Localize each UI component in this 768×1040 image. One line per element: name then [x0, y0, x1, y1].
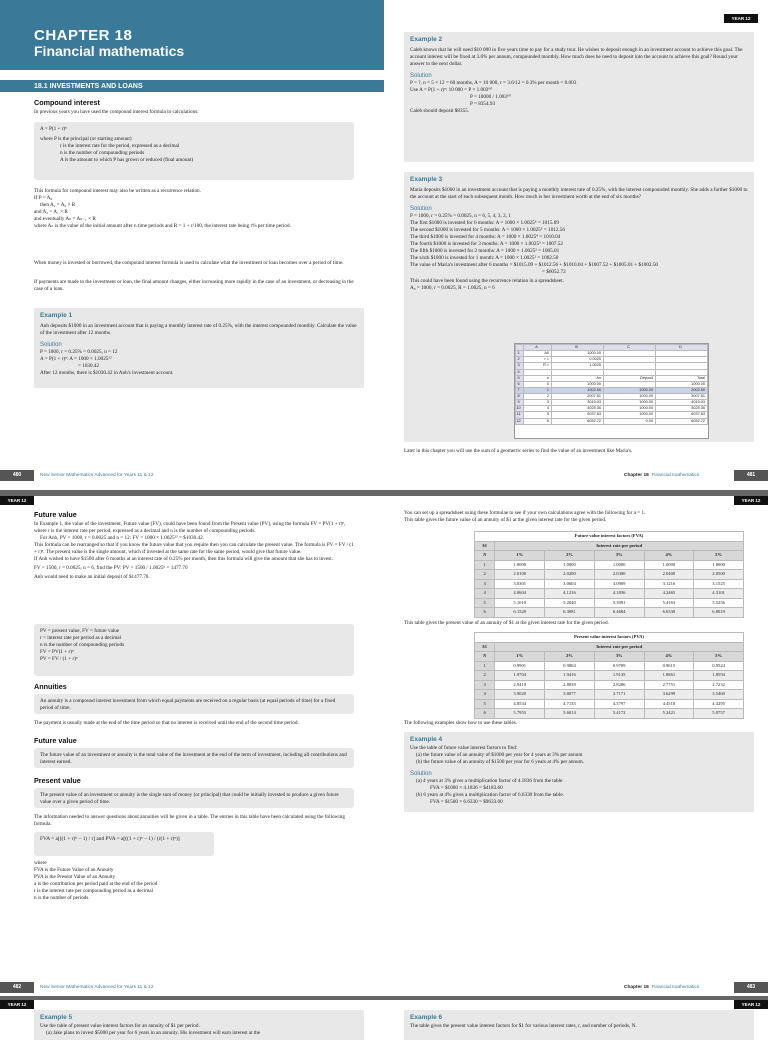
- example-4-a: (a) the future value of an annuity of $1000 per year for 4 years at 3% per annum: [416, 751, 583, 758]
- spreadsheet-cell: An: [552, 375, 604, 381]
- page-483: [384, 496, 768, 996]
- heading-present-value: Present value: [34, 776, 81, 785]
- factor-cell: 4.3101: [694, 589, 744, 599]
- spreadsheet-cell: r =: [524, 357, 552, 363]
- factor-cell: 1.8594: [694, 671, 744, 681]
- spreadsheet-cell: Total: [655, 375, 707, 381]
- factor-cell: 2.0400: [644, 570, 694, 580]
- factor-cell: 5.6014: [545, 709, 595, 719]
- col-dollar: $1: [475, 541, 495, 551]
- spreadsheet-cell: 4015.03: [655, 400, 707, 406]
- example-5-text: Use the table of present value interest factors for an annuity of $1 per period.: [40, 1022, 200, 1029]
- factor-cell: 1.0000: [545, 560, 595, 570]
- factor-cell: 2.7232: [694, 680, 744, 690]
- table-row: [475, 570, 744, 580]
- table-title-row: [475, 633, 744, 643]
- page-482: [0, 496, 384, 996]
- spreadsheet-cell: 2007.51: [552, 394, 604, 400]
- chapter-banner: [0, 0, 384, 70]
- factor-cell: 1.0000: [644, 560, 694, 570]
- spreadsheet-cell: 1000.00: [552, 381, 604, 387]
- para-loans: When money is invested or borrowed, the compound interest formula is used to calculate what the investment or loan becomes over a period of time.: [34, 260, 344, 266]
- spreadsheet-cell: 1000.00: [603, 394, 655, 400]
- spread-482-483: [0, 496, 768, 996]
- factor-cell: 5.3091: [594, 598, 644, 608]
- rate-cell: 4%: [644, 652, 694, 662]
- factor-cell: 3.0604: [545, 579, 595, 589]
- factor-cell: 4.5797: [594, 699, 644, 709]
- period-cell: 1: [475, 560, 495, 570]
- table-row: [475, 608, 744, 618]
- factor-cell: 5.1010: [495, 598, 545, 608]
- factor-cell: 2.7751: [644, 680, 694, 690]
- spreadsheet-cell: Deposit: [603, 375, 655, 381]
- pv-formula-box: [34, 624, 354, 676]
- factor-cell: 1.0000: [694, 560, 744, 570]
- footer-subtitle: Financial mathematics: [651, 985, 700, 990]
- col-n: N: [475, 652, 495, 662]
- rate-cell: 5%: [694, 652, 744, 662]
- year-tag: YEAR 12: [734, 496, 768, 505]
- period-cell: 6: [475, 709, 495, 719]
- period-cell: 2: [475, 671, 495, 681]
- page-number-480: 480: [0, 470, 34, 481]
- rate-cell: 4%: [644, 551, 694, 561]
- spreadsheet-row-header: 10: [516, 406, 524, 412]
- factor-cell: 4.1216: [545, 589, 595, 599]
- text-line: This formula can be rearranged so that if you know the future value that you require then you can calculate the present value. The formula is PV = FV / (1 + r)ⁿ. The present value is the single amount, which if invested at the same rate for the same period, would give that future value.: [34, 542, 354, 556]
- table-title-row: [475, 532, 744, 542]
- solution-line: After 12 months, there is $1030.42 in Anh's investment account.: [40, 369, 174, 376]
- spreadsheet-row-header: 8: [516, 394, 524, 400]
- spreadsheet-row-header: 12: [516, 418, 524, 424]
- text-line: then A₁ = A₀ × R: [40, 202, 76, 209]
- text-line: Anh would need to make an initial deposit of $1477.70.: [34, 574, 150, 581]
- spreadsheet-cell: 3: [524, 400, 552, 406]
- box-line: n is the number of compounding periods: [40, 642, 125, 649]
- factor-cell: 4.3295: [694, 699, 744, 709]
- period-cell: 1: [475, 661, 495, 671]
- example-5: [34, 1010, 364, 1040]
- solution-line: The third $1000 is invested for 4 months: A = 1000 × 1.0025⁴ = 1010.04: [410, 233, 561, 240]
- factor-cell: 5.0757: [694, 709, 744, 719]
- example-4-b: (b) the future value of an annuity of $1500 per year for 6 years at 4% per annum.: [416, 758, 584, 765]
- spreadsheet-col-header: B: [552, 345, 604, 351]
- spreadsheet-cell: 1000.00: [603, 387, 655, 393]
- rate-cell: 3%: [594, 652, 644, 662]
- factor-cell: 6.1520: [495, 608, 545, 618]
- heading-future-value-2: Future value: [34, 736, 77, 745]
- footer-chapter: Chapter 18: [624, 985, 649, 990]
- period-cell: 3: [475, 579, 495, 589]
- year-tag: YEAR 12: [0, 496, 34, 505]
- table-row: [475, 690, 744, 700]
- spread-484-485: [0, 1000, 768, 1036]
- annuity-formula-box: FVA = a[((1 + r)ⁿ − 1) / r] and PVA = a[((1 + r)ⁿ − 1) / (r(1 + r)ⁿ)]: [34, 832, 214, 856]
- solution-line: Caleb should deposit $8355.: [410, 107, 470, 114]
- factor-cell: 5.4163: [644, 598, 694, 608]
- solution-line: (b) 6 years at 4% gives a multiplication factor of 6.6330 from the table.: [416, 791, 564, 798]
- rate-cell: 1%: [495, 551, 545, 561]
- spreadsheet-cell: 1.0025: [552, 363, 604, 369]
- example-4-title: Example 4: [410, 736, 443, 743]
- factor-cell: 1.0000: [495, 560, 545, 570]
- solution-line: = 1030.42: [78, 362, 100, 369]
- factor-cell: 5.4172: [594, 709, 644, 719]
- period-cell: 2: [475, 570, 495, 580]
- page-484: [0, 1000, 384, 1036]
- factor-cell: 3.0301: [495, 579, 545, 589]
- chapter-label: CHAPTER 18: [34, 27, 133, 44]
- factor-cell: 3.7171: [594, 690, 644, 700]
- spreadsheet-row-header: 2: [516, 357, 524, 363]
- example-6-title: Example 6: [410, 1014, 443, 1021]
- table-rates-row: [475, 652, 744, 662]
- intro-text: You can set up a spreadsheet using these formulae to see if your own calculations agree with the following for a = 1.: [404, 510, 646, 516]
- table-row: [475, 671, 744, 681]
- period-cell: 4: [475, 690, 495, 700]
- formula-def: r is the interest rate for the period, expressed as a decimal: [60, 143, 180, 150]
- spreadsheet-cell: 0.0025: [552, 357, 604, 363]
- rate-cell: 3%: [594, 551, 644, 561]
- spreadsheet-cell: 4: [524, 406, 552, 412]
- factor-cell: 3.1525: [694, 579, 744, 589]
- following-text: The following examples show how to use these tables.: [404, 720, 518, 726]
- box-line: PV = FV / (1 + r)ⁿ: [40, 656, 78, 663]
- solution-line: Use A = P(1 + r)ⁿ: 10 000 = P × 1.003⁶⁰: [410, 86, 493, 93]
- spreadsheet-cell: 1000.00: [603, 400, 655, 406]
- factor-cell: 2.0300: [594, 570, 644, 580]
- formula-def: where P is the principal (or starting amount): [40, 136, 132, 143]
- solution-line: A = P(1 + r)ⁿ: A = 1000 × 1.0025¹²: [40, 355, 112, 362]
- text-line: For Anh, PV = 1000, r = 0.0025 and n = 12: FV = 1000 × 1.0025¹² = $1030.42.: [40, 535, 205, 542]
- year-tag: YEAR 12: [724, 14, 758, 23]
- table-header-row: [475, 541, 744, 551]
- spreadsheet-col-header: A: [524, 345, 552, 351]
- formula-def: n is the number of compounding periods: [60, 150, 145, 157]
- factor-cell: 5.2421: [644, 709, 694, 719]
- spreadsheet-cell: 2: [524, 394, 552, 400]
- spreadsheet-row-header: 7: [516, 387, 524, 393]
- spreadsheet-row-header: 4: [516, 369, 524, 375]
- period-cell: 5: [475, 598, 495, 608]
- intro-text: In previous years you have used the compound interest formula in calculations:: [34, 109, 199, 115]
- where-line: where: [34, 860, 47, 866]
- solution-label: Solution: [40, 341, 62, 348]
- heading-future-value: Future value: [34, 510, 77, 519]
- example-4-text: Use the table of future value interest factors to find:: [410, 744, 518, 751]
- spreadsheet-cell: 1: [524, 387, 552, 393]
- factor-cell: 1.9416: [545, 671, 595, 681]
- footer-text: New Senior Mathematics Advanced for Years 11 & 12: [40, 985, 154, 990]
- text-line: and eventually Aₙ = Aₙ₋₁ × R: [34, 216, 96, 223]
- page-485: [384, 1000, 768, 1029]
- factor-cell: 3.5460: [694, 690, 744, 700]
- factor-cell: 3.0909: [594, 579, 644, 589]
- spreadsheet-cell: 2002.50: [655, 387, 707, 393]
- solution-line: P = 1000, r = 0.25% = 0.0025, n = 6, 5, 4, 3, 2, 1: [410, 212, 511, 219]
- spreadsheet-row-header: 1: [516, 351, 524, 357]
- solution-line: The second $1000 is invested for 5 months: A = 1000 × 1.0025⁵ = 1012.56: [410, 226, 565, 233]
- factor-cell: 3.9020: [495, 690, 545, 700]
- table-row: [475, 699, 744, 709]
- heading-compound-interest: Compound interest: [34, 98, 100, 107]
- where-line: FVA is the Future Value of an Annuity: [34, 867, 114, 874]
- col-n: N: [475, 551, 495, 561]
- factor-cell: 2.0100: [495, 570, 545, 580]
- spreadsheet-cell: R =: [524, 363, 552, 369]
- pva-table-wrap: [474, 632, 744, 719]
- text-line: This formula for compound interest may also be written as a recurrence relation.: [34, 188, 201, 194]
- solution-line: The fifth $1000 is invested for 2 months: A = 1000 × 1.0025² = 1005.01: [410, 247, 560, 254]
- intro-text-2: This table gives the future value of an annuity of $1 at the given interest rate for the given period.: [404, 517, 607, 523]
- example-2-text: Caleb knows that he will need $10 000 in five years time to pay for a study tour. He wishes to deposit enough in an investment account to achieve this goal. The account interest will be fixed at 3.6% per annum, compounded monthly. How much does he need to deposit into the account to achieve this goal? Round your answer to the next dollar.: [410, 46, 743, 67]
- text-line: In Example 1, the value of the investment, Future value (FV), could have been found from the Present value (PV), using the formula FV = PV(1 + r)ⁿ, where r is the interest rate per period, expressed as a decimal and n is the number of compounding periods.: [34, 521, 346, 535]
- spreadsheet-cell: 6052.72: [655, 418, 707, 424]
- factor-cell: 4.0604: [495, 589, 545, 599]
- formula-box: [34, 122, 354, 180]
- spreadsheet-cell: 6037.63: [655, 412, 707, 418]
- future-value-text: [34, 521, 354, 581]
- solution-line: The first $1000 is invested for 6 months: A = 1000 × 1.0025⁶ = 1015.09: [410, 219, 559, 226]
- footer-subtitle: Financial mathematics: [651, 473, 700, 478]
- rate-cell: 2%: [545, 652, 595, 662]
- solution-line: FVA = $1500 × 6.6330 = $9633.00: [430, 798, 503, 805]
- footer-chapter: Chapter 18: [624, 473, 649, 478]
- col-dollar: $1: [475, 642, 495, 652]
- where-line: n is the number of periods.: [34, 895, 90, 902]
- text-line: If P = A₀: [34, 195, 53, 202]
- rate-header: Interest rate per period: [495, 541, 744, 551]
- period-cell: 5: [475, 699, 495, 709]
- spreadsheet-cell: 1000.00: [603, 406, 655, 412]
- spreadsheet-cell: 5: [524, 412, 552, 418]
- solution-label: Solution: [410, 72, 432, 79]
- factor-cell: 6.3081: [545, 608, 595, 618]
- page-481: [384, 0, 768, 490]
- spreadsheet-cell: 1000.00: [655, 381, 707, 387]
- solution-label: Solution: [410, 770, 432, 777]
- fva-table-wrap: [474, 531, 744, 618]
- solution-line: The fourth $1000 is invested for 3 months: A = 1000 × 1.0025³ = 1007.52: [410, 240, 563, 247]
- example-6-text: The table gives the present value interest factors for $1 for various interest rates, r, and number of periods, N.: [410, 1022, 637, 1029]
- page-480: [0, 0, 384, 490]
- factor-cell: 4.1836: [594, 589, 644, 599]
- text-line: If Anh wished to have $1500 after 6 months at an interest rate of 0.25% per month, then this formula will give the amount that she has to invest.: [34, 556, 333, 563]
- spread-480-481: [0, 0, 768, 490]
- spreadsheet-row-header: 11: [516, 412, 524, 418]
- factor-cell: 2.8839: [545, 680, 595, 690]
- factor-cell: 3.8077: [545, 690, 595, 700]
- factor-cell: 2.9410: [495, 680, 545, 690]
- spreadsheet-cell: 6: [524, 418, 552, 424]
- factor-cell: 5.5256: [694, 598, 744, 608]
- pva-table: [474, 632, 744, 719]
- page-number-481: 481: [734, 470, 768, 481]
- solution-line: = $6052.72: [542, 269, 566, 276]
- year-tag: YEAR 12: [734, 1000, 768, 1009]
- solution-line: P = 10000 / 1.003⁶⁰: [470, 93, 511, 100]
- spreadsheet-col-header: C: [603, 345, 655, 351]
- factor-cell: 6.4684: [594, 608, 644, 618]
- after-text: Later in this chapter you will use the sum of a geometric series to find the value of an investment like Maria's.: [404, 448, 633, 454]
- factor-cell: 4.8534: [495, 699, 545, 709]
- factor-cell: 6.6330: [644, 608, 694, 618]
- spreadsheet-cell: 5025.06: [655, 406, 707, 412]
- table-row: [475, 560, 744, 570]
- spreadsheet-cell: 4025.06: [552, 406, 604, 412]
- factor-cell: 1.8861: [644, 671, 694, 681]
- solution-line: The value of Maria's investment after 6 months = $1015.09 + $1012.56 + $1010.04 + $1007.52 + $1005.01 + $1002.50: [410, 262, 659, 268]
- factor-cell: 0.9709: [594, 661, 644, 671]
- spreadsheet: [514, 343, 709, 439]
- table-row: [475, 589, 744, 599]
- example-1-text: Anh deposits $1000 in an investment account that is paying a monthly interest rate of 0.25%, with the interest compounded monthly. Calculate the value of the investment after 12 months.: [40, 322, 357, 336]
- factor-cell: 4.2465: [644, 589, 694, 599]
- table-title: Future value interest factors (FVA): [475, 532, 744, 542]
- table-rates-row: [475, 551, 744, 561]
- page-number-483: 483: [734, 982, 768, 993]
- box-line: PV = present value, FV = future value: [40, 628, 120, 634]
- formula-def: A is the amount to which P has grown or reduced (final amount): [60, 157, 194, 164]
- period-cell: 3: [475, 680, 495, 690]
- where-line: r is the interest rate per compounding period as a decimal: [34, 888, 153, 895]
- annuity-para: The payment is usually made at the end of the time period so that no interest is received until the end of the second time period.: [34, 720, 299, 726]
- footer-text: New Senior Mathematics Advanced for Years 11 & 12: [40, 473, 154, 478]
- example-1-title: Example 1: [40, 312, 73, 319]
- factor-cell: 0.9524: [694, 661, 744, 671]
- factor-cell: 4.7135: [545, 699, 595, 709]
- fva-table: [474, 531, 744, 618]
- formula: A = P(1 + r)ⁿ: [40, 126, 67, 132]
- annuity-box: An annuity is a compound interest investment from which equal payments are received on a regular basis (at equal periods of time) for a fixed period of time.: [34, 694, 354, 714]
- spreadsheet-cell: n: [524, 375, 552, 381]
- solution-line: FVA = $1000 × 4.1836 = $4183.60: [430, 784, 503, 791]
- chapter-title: Financial mathematics: [34, 43, 185, 59]
- example-5-a: (a) Jake plans to invest $5000 per year for 6 years in an annuity. His investment will earn interest at the: [46, 1029, 261, 1036]
- factor-cell: 0.9901: [495, 661, 545, 671]
- footer-text: [624, 985, 699, 991]
- spreadsheet-cell: 6052.72: [552, 418, 604, 424]
- table-row: [475, 661, 744, 671]
- year-tag: YEAR 12: [0, 1000, 34, 1009]
- factor-cell: 0.9804: [545, 661, 595, 671]
- spreadsheet-grid: [515, 344, 708, 425]
- table-title: Present value interest factors (PVA): [475, 633, 744, 643]
- factor-cell: 2.0200: [545, 570, 595, 580]
- example-2-title: Example 2: [410, 36, 443, 43]
- factor-cell: 4.4518: [644, 699, 694, 709]
- info-para: The information needed to answer questions about annuities will be given in a table. The entries in this table have been calculated using the following formula.: [34, 814, 345, 828]
- solution-line: A₀ = 1000, r = 0.0025, R = 1.0025, n = 6: [410, 285, 495, 292]
- spreadsheet-row: [516, 418, 708, 424]
- factor-cell: 1.9135: [594, 671, 644, 681]
- factor-cell: 5.7955: [495, 709, 545, 719]
- fv-def-box: The future value of an investment or annuity is the total value of the investment at the end of the term of investment, including all contributions and interest earned.: [34, 748, 354, 768]
- rate-cell: 1%: [495, 652, 545, 662]
- example-2: [404, 32, 754, 162]
- spreadsheet-cell: 1000.00: [552, 351, 604, 357]
- page-number-482: 482: [0, 982, 34, 993]
- factor-cell: 3.6299: [644, 690, 694, 700]
- para-payments: If payments are made to the investment or loan, the final amount changes, either increasing more rapidly in the case of an investment, or decreasing in the case of a loan.: [34, 279, 354, 293]
- spreadsheet-col-header: D: [655, 345, 707, 351]
- spreadsheet-row-header: 6: [516, 381, 524, 387]
- solution-line: (a) 4 years at 3% gives a multiplication factor of 4.1836 from the table.: [416, 777, 564, 784]
- text-line: FV = 1500, r = 0.0025, n = 6, find the PV: PV = 1500 / 1.0025⁶ = 1477.70: [34, 565, 188, 572]
- rate-cell: 5%: [694, 551, 744, 561]
- heading-annuities: Annuities: [34, 682, 67, 691]
- example-4: [404, 732, 754, 812]
- table-row: [475, 579, 744, 589]
- box-line: r = interest rate per period as a decimal: [40, 635, 121, 642]
- pv-intro: This table gives the present value of an annuity of $1 at the given interest rate for the given period.: [404, 620, 609, 626]
- solution-line: P = ?, n = 5 × 12 = 60 months, A = 10 000, r = 3.6/12 = 0.3% per month = 0.003: [410, 79, 577, 86]
- spreadsheet-cell: A0: [524, 351, 552, 357]
- factor-cell: 2.8286: [594, 680, 644, 690]
- factor-cell: 2.0500: [694, 570, 744, 580]
- spreadsheet-row-header: 9: [516, 400, 524, 406]
- factor-cell: 5.2040: [545, 598, 595, 608]
- example-3-title: Example 3: [410, 176, 443, 183]
- period-cell: 6: [475, 608, 495, 618]
- spreadsheet-cell: 1000.00: [603, 412, 655, 418]
- pv-def-box: The present value of an investment or annuity is the single sum of money (or principal) that could be initially invested to produce a given future value over a given period of time.: [34, 788, 354, 808]
- table-row: [475, 680, 744, 690]
- example-5-title: Example 5: [40, 1014, 73, 1021]
- table-header-row: [475, 642, 744, 652]
- spreadsheet-row-header: 5: [516, 375, 524, 381]
- spreadsheet-cell: 0.00: [603, 418, 655, 424]
- section-heading: 18.1 INVESTMENTS AND LOANS: [0, 80, 384, 92]
- table-row: [475, 598, 744, 608]
- solution-label: Solution: [410, 205, 432, 212]
- text-line: and A₂ = A₁ × R: [34, 209, 68, 216]
- factor-cell: 3.1216: [644, 579, 694, 589]
- where-list: [34, 860, 354, 902]
- where-line: PVA is the Present Value of an Annuity: [34, 874, 116, 881]
- spreadsheet-cell: 5037.63: [552, 412, 604, 418]
- solution-line: P = 8354.93: [470, 100, 496, 107]
- where-line: a is the contribution per period paid at the end of the period: [34, 881, 158, 888]
- recurrence-block: [34, 188, 354, 230]
- table-row: [475, 709, 744, 719]
- spreadsheet-cell: 0: [524, 381, 552, 387]
- footer-text: [624, 473, 699, 479]
- example-3-text: Maria deposits $1000 in an investment account that is paying a monthly interest rate of 0.25%, with the interest compounded monthly. She adds a further $1000 to the account at the start of each subsequent month. How much is her investment worth at the end of six months?: [410, 186, 748, 200]
- factor-cell: 1.9704: [495, 671, 545, 681]
- example-1: [34, 308, 364, 388]
- spreadsheet-cell: 3007.51: [655, 394, 707, 400]
- solution-line: The sixth $1000 is invested for 1 month: A = 1000 × 1.0025¹ = 1002.50: [410, 254, 559, 261]
- example-6: [404, 1010, 754, 1040]
- rate-header: Interest rate per period: [495, 642, 744, 652]
- spreadsheet-cell: 3015.03: [552, 400, 604, 406]
- factor-cell: 6.8019: [694, 608, 744, 618]
- rate-cell: 2%: [545, 551, 595, 561]
- spreadsheet-row-header: 3: [516, 363, 524, 369]
- spreadsheet-cell: 1002.50: [552, 387, 604, 393]
- factor-cell: 1.0000: [594, 560, 644, 570]
- period-cell: 4: [475, 589, 495, 599]
- solution-line: P = 1000, r = 0.25% = 0.0025, n = 12: [40, 348, 118, 355]
- box-line: FV = PV(1 + r)ⁿ: [40, 649, 74, 656]
- factor-cell: 0.9615: [644, 661, 694, 671]
- text-line: where Aₙ is the value of the initial amount after n time periods and R = 1 + r/100, the interest rate being r% per time period.: [34, 223, 291, 230]
- solution-line: This could have been found using the recurrence relation in a spreadsheet.: [410, 278, 564, 285]
